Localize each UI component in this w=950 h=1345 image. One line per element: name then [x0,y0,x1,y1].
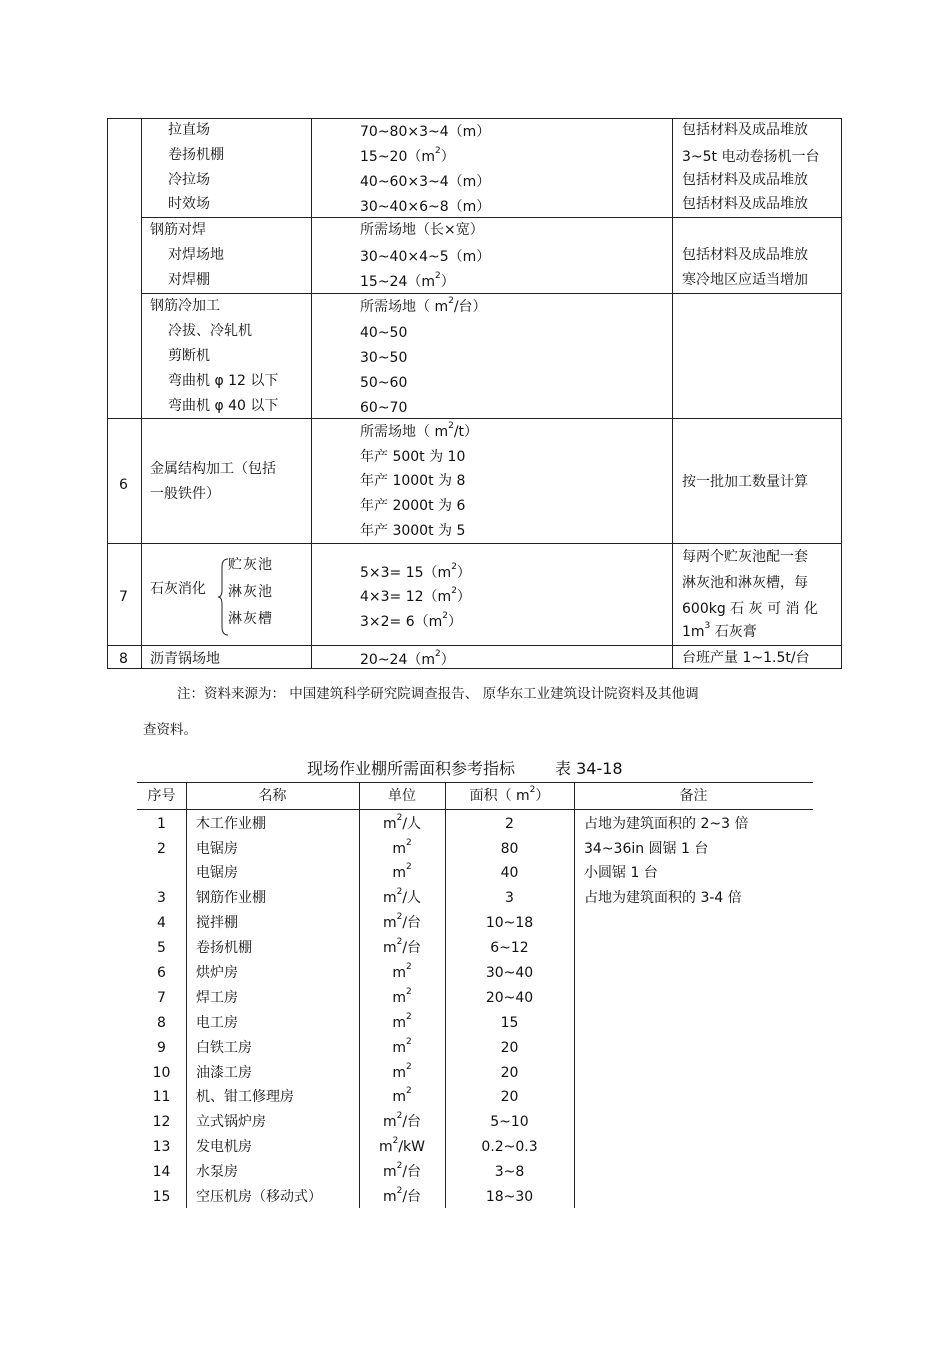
row-number: 9 [157,1040,166,1056]
upper-value: 60~70 [360,400,408,416]
row-number: 3 [157,890,166,906]
row-number: 11 [152,1089,171,1105]
upper-value: 年产 500t 为 10 [360,449,466,465]
row-area: 0.2~0.3 [481,1139,538,1155]
upper-value: $20\sim 24(m^2)$ [360,649,455,668]
row-number: 7 [157,990,166,1006]
upper-value: 所需场地（ $m^2/t$） [360,421,479,440]
row-number: 10 [152,1065,171,1081]
row-unit: $m^2/$台 [382,912,422,931]
upper-name: 卷扬机棚 [168,147,224,163]
source-note-cont: 查资料。 [143,722,197,738]
upper-name: 石灰消化 [150,581,206,597]
row-unit: $m^2/$台 [382,1111,422,1130]
row-area: 30~40 [485,965,534,981]
row-unit: $m^2/$台 [382,1186,422,1205]
row-unit: $m^2$ [392,962,412,981]
upper-name: 冷拉场 [168,172,210,188]
row-area: 20 [500,1089,519,1105]
row-unit: $m^2/$台 [382,937,422,956]
upper-remark: 按一批加工数量计算 [682,474,808,490]
row-area: 15 [500,1015,519,1031]
upper-value: 70~80×3~4（m） [360,124,491,140]
row-number: 1 [157,816,166,832]
row-area: 18~30 [485,1189,534,1205]
upper-subname: 淋灰槽 [228,611,273,627]
upper-value: 40~60×3~4（m） [360,174,491,190]
row-number: 2 [157,841,166,857]
upper-value: $4\times 3= 12(m^2)$ [360,586,471,605]
row-remark: 小圆锯 1 台 [584,865,658,881]
row-remark: 占地为建筑面积的 2~3 倍 [584,816,749,832]
row-area: 3 [505,890,514,906]
upper-name: 弯曲机 φ 12 以下 [168,373,279,389]
row-number: 13 [152,1139,171,1155]
upper-name: 拉直场 [168,122,210,138]
upper-remark: 台班产量 1~1.5t/台 [682,650,810,666]
upper-name: 钢筋对焊 [150,222,206,238]
row-name: 焊工房 [196,990,238,1006]
upper-value: $15\sim 24(m^2)$ [360,271,455,290]
row-area: 5~10 [490,1114,529,1130]
row-area: 80 [500,841,519,857]
table-number: 表 34-18 [555,759,623,778]
upper-value: 30~40×4~5（m） [360,249,491,265]
upper-value: 年产 2000t 为 6 [360,498,466,514]
row-unit: $m^2$ [392,1062,412,1081]
upper-value: $15\sim 20(m^2)$ [360,146,455,165]
header-name: 名称 [258,788,287,804]
row-number: 8 [119,651,128,667]
row-unit: $m^2$ [392,838,412,857]
source-note: 注：资料来源为： 中国建筑科学研究院调查报告、 原华东工业建筑设计院资料及其他调 [177,686,699,702]
upper-name: 金属结构加工（包括 [150,461,276,477]
row-area: 10~18 [485,915,534,931]
upper-value: 所需场地（长×宽） [360,222,484,238]
upper-value: 40~50 [360,325,408,341]
row-area: 20~40 [485,990,534,1006]
row-unit: $m^2/$人 [382,813,422,832]
upper-value: 年产 3000t 为 5 [360,523,466,539]
row-name: 机、钳工修理房 [196,1089,294,1105]
upper-value: 50~60 [360,375,408,391]
row-area: 20 [500,1065,519,1081]
row-number: 4 [157,915,166,931]
row-name: 油漆工房 [196,1065,252,1081]
row-number: 8 [157,1015,166,1031]
row-name: 卷扬机棚 [196,940,252,956]
upper-subname: 贮灰池 [228,557,273,573]
upper-remark: 寒冷地区应适当增加 [682,272,808,288]
row-remark: 34~36in 圆锯 1 台 [584,841,709,857]
upper-value: 30~40×6~8（m） [360,199,491,215]
row-name: 钢筋作业棚 [196,890,266,906]
upper-value: 所需场地（ $m^2/$台） [360,296,487,315]
upper-name: 沥青锅场地 [150,651,220,667]
upper-remark: 淋灰池和淋灰槽，每 [682,575,808,591]
upper-remark: 每两个贮灰池配一套 [682,549,808,565]
upper-subname: 淋灰池 [228,584,273,600]
upper-value: $5\times 3= 15(m^2)$ [360,562,471,581]
upper-name: 弯曲机 φ 40 以下 [168,398,279,414]
upper-value: 30~50 [360,350,408,366]
row-number: 6 [157,965,166,981]
row-number: 7 [119,589,128,605]
row-name: 烘炉房 [196,965,238,981]
row-name: 发电机房 [196,1139,252,1155]
upper-remark: 600kg 石 灰 可 消 化 [682,601,818,617]
row-name: 电锯房 [196,841,238,857]
upper-remark: 包括材料及成品堆放 [682,247,808,263]
row-unit: $m^2$ [392,862,412,881]
row-name: 白铁工房 [196,1040,252,1056]
row-name: 电工房 [196,1015,238,1031]
row-number: 6 [119,477,128,493]
row-name: 搅拌棚 [196,915,238,931]
upper-name: 时效场 [168,196,210,212]
upper-remark: 包括材料及成品堆放 [682,172,808,188]
row-name: 水泵房 [196,1164,238,1180]
row-unit: $m^2/$台 [382,1161,422,1180]
header-remark: 备注 [679,788,708,804]
upper-value: 年产 1000t 为 8 [360,473,466,489]
upper-value: $3\times 2= 6(m^2)$ [360,611,463,630]
row-name: 空压机房（移动式） [196,1189,322,1205]
header-no: 序号 [147,788,176,804]
row-number: 5 [157,940,166,956]
row-area: 40 [500,865,519,881]
row-area: 2 [505,816,514,832]
upper-name: 冷拔、冷轧机 [168,323,252,339]
row-remark: 占地为建筑面积的 3-4 倍 [584,890,742,906]
upper-remark: 3~5t 电动卷扬机一台 [682,149,820,165]
header-unit: 单位 [388,788,416,804]
table-title: 现场作业棚所需面积参考指标 表 34-18 [307,759,623,778]
upper-name: 一般铁件） [150,486,220,502]
header-area: 面积（ $m^2$） [469,785,550,804]
row-unit: $m^2$ [392,987,412,1006]
row-unit: $m^2$ [392,1012,412,1031]
row-area: 3~8 [494,1164,525,1180]
row-name: 木工作业棚 [196,816,266,832]
row-unit: $m^2/kW$ [378,1136,426,1155]
row-number: 12 [152,1114,171,1130]
row-unit: $m^2$ [392,1086,412,1105]
upper-name: 剪断机 [168,348,210,364]
row-unit: $m^2$ [392,1037,412,1056]
row-number: 14 [152,1164,171,1180]
row-name: 立式锅炉房 [196,1114,266,1130]
row-area: 6~12 [490,940,529,956]
upper-name: 钢筋冷加工 [150,298,220,314]
upper-remark: 包括材料及成品堆放 [682,196,808,212]
row-name: 电锯房 [196,865,238,881]
upper-remark: 包括材料及成品堆放 [682,122,808,138]
row-area: 20 [500,1040,519,1056]
upper-name: 对焊棚 [168,272,210,288]
upper-remark: $1m^3$ 石灰膏 [682,621,757,640]
row-number: 15 [152,1189,171,1205]
upper-name: 对焊场地 [168,247,224,263]
row-unit: $m^2/$人 [382,887,422,906]
